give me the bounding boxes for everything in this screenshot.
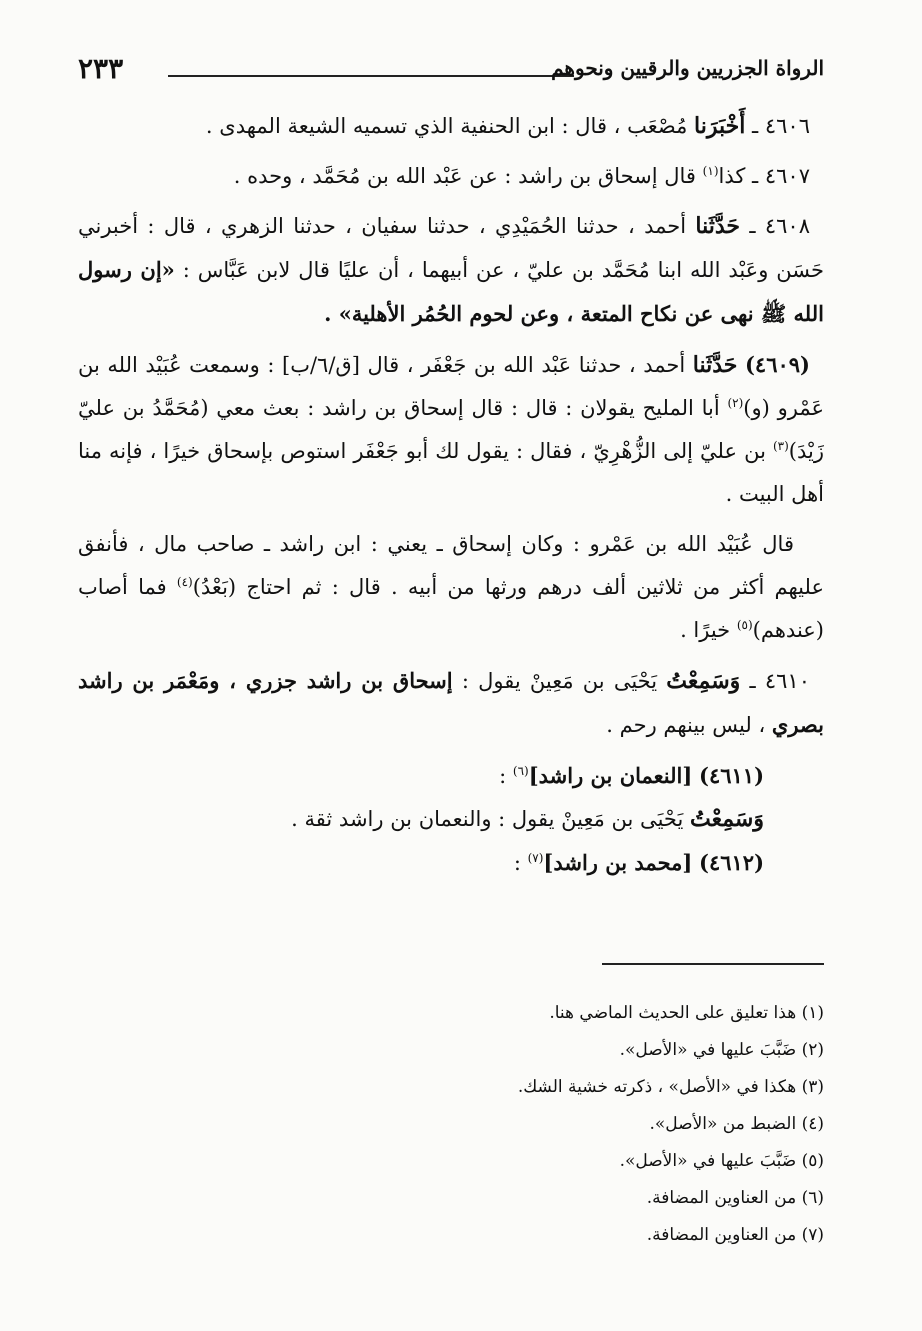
hadith-4606 — [78, 105, 824, 148]
heading-title: [محمد بن راشد] — [543, 850, 693, 875]
hadith-4611-text — [78, 798, 824, 841]
narration-text: قال عُبَيْد الله بن عَمْرو : وكان إسحاق ـ يعني : ابن راشد ـ صاحب مال ، فأنفق عليهم أكثر من ثلاثين ألف درهم ورثها من أبيه . قال : ثم احتاج (بَعْدُ) — [78, 532, 824, 599]
heading-title: [النعمان بن راشد] — [528, 763, 693, 788]
page-number: ٢٣٣ — [78, 52, 124, 85]
running-title: الرواة الجزريين والرقيين ونحوهم — [551, 56, 824, 80]
hadith-number: ٤٦١٠ ـ — [749, 669, 810, 693]
hadith-number: ٤٦٠٨ ـ — [749, 214, 810, 238]
hadith-text: بن عليّ إلى الزُّهْرِيّ ، فقال : يقول لك أبو جَعْفَر استوص بإسحاق خيرًا ، فإنه منا أهل البيت . — [78, 439, 824, 506]
hadith-number: ٤٦٠٧ ـ — [752, 164, 810, 188]
hadith-4608 — [78, 205, 824, 336]
hadith-4610 — [78, 659, 824, 747]
hadith-lead: كذا — [718, 164, 746, 188]
footnote-item: (٥) ضَبَّبَ عليها في «الأصل». — [619, 1151, 824, 1171]
hadith-text: أحمد ، حدثنا الحُمَيْدِي ، حدثنا سفيان ، حدثنا الزهري ، قال : أخبرني حَسَن وعَبْد الله ابنا مُحَمَّد بن عليّ ، عن أبيهما ، أن عليًا قال لابن عَبَّاس : — [78, 214, 824, 282]
footnote-ref: (٥) — [736, 618, 753, 632]
hadith-text: قال إسحاق بن راشد : عن عَبْد الله بن مُحَمَّد ، وحده . — [233, 164, 696, 188]
narration-text: خيرًا . — [680, 618, 731, 642]
hadith-text: أبا المليح يقولان : قال : قال إسحاق بن راشد : بعث معي (مُحَمَّدُ بن عليّ زَيْدَ) — [78, 396, 824, 463]
heading-4612 — [78, 841, 824, 885]
footnote-item: (١) هذا تعليق على الحديث الماضي هنا. — [549, 1003, 824, 1023]
hadith-text: أحمد ، حدثنا عَبْد الله بن جَعْفَر ، قال [ق/٦/ب] : وسمعت عُبَيْد الله بن عَمْرو (و) — [78, 353, 824, 420]
heading-colon: : — [499, 764, 507, 788]
hadith-text: مُصْعَب ، قال : ابن الحنفية الذي تسميه الشيعة المهدى . — [205, 114, 688, 138]
hadith-lead: وَسَمِعْتُ — [666, 668, 741, 694]
hadith-text: يَحْيَى بن مَعِينْ يقول : والنعمان بن راشد ثقة . — [291, 807, 684, 831]
footnote-ref: (٢) — [727, 396, 744, 410]
header-rule — [168, 75, 574, 77]
footnotes — [174, 995, 824, 1254]
heading-4611 — [78, 754, 824, 798]
hadith-lead: حَدَّثَنا — [695, 213, 741, 239]
footnote-item: (٢) ضَبَّبَ عليها في «الأصل». — [619, 1040, 824, 1060]
hadith-4609 — [78, 343, 824, 516]
hadith-number: ٤٦٠٦ ـ — [752, 114, 810, 138]
hadith-number: (٤٦١٢) — [699, 850, 764, 875]
hadith-lead: وَسَمِعْتُ — [690, 806, 764, 832]
footnote-ref: (٣) — [772, 439, 789, 453]
hadith-lead: حَدَّثَنا — [692, 352, 738, 378]
narration-text: فما أصاب (عندهم) — [78, 575, 824, 642]
footnote-separator — [602, 963, 824, 965]
narration-paragraph — [78, 523, 824, 652]
footnote-ref: (١) — [702, 164, 719, 178]
hadith-lead: أَخْبَرَنا — [694, 113, 746, 139]
hadith-text: يَحْيَى بن مَعِينْ يقول : — [461, 669, 658, 693]
hadith-bold-text: إسحاق بن راشد جزري ، ومَعْمَر بن راشد بصري — [78, 668, 824, 737]
footnote-ref: (٦) — [512, 764, 529, 778]
heading-colon: : — [513, 851, 521, 875]
hadith-quote: «إن رسول الله ﷺ نهى عن نكاح المتعة ، وعن لحوم الحُمُر الأهلية» . — [78, 257, 824, 326]
footnote-item: (٤) الضبط من «الأصل». — [649, 1114, 824, 1134]
hadith-text: ، ليس بينهم رحم . — [606, 713, 766, 737]
footnote-item: (٧) من العناوين المضافة. — [646, 1225, 824, 1245]
hadith-number: (٤٦١١) — [699, 763, 764, 788]
hadith-number: (٤٦٠٩) — [744, 352, 810, 377]
footnote-item: (٣) هكذا في «الأصل» ، ذكرته خشية الشك. — [517, 1077, 824, 1097]
hadith-4607 — [78, 155, 824, 198]
footnote-ref: (٧) — [527, 851, 544, 865]
main-text — [78, 105, 824, 885]
page-header — [78, 52, 824, 92]
footnote-ref: (٤) — [176, 575, 193, 589]
footnote-item: (٦) من العناوين المضافة. — [646, 1188, 824, 1208]
